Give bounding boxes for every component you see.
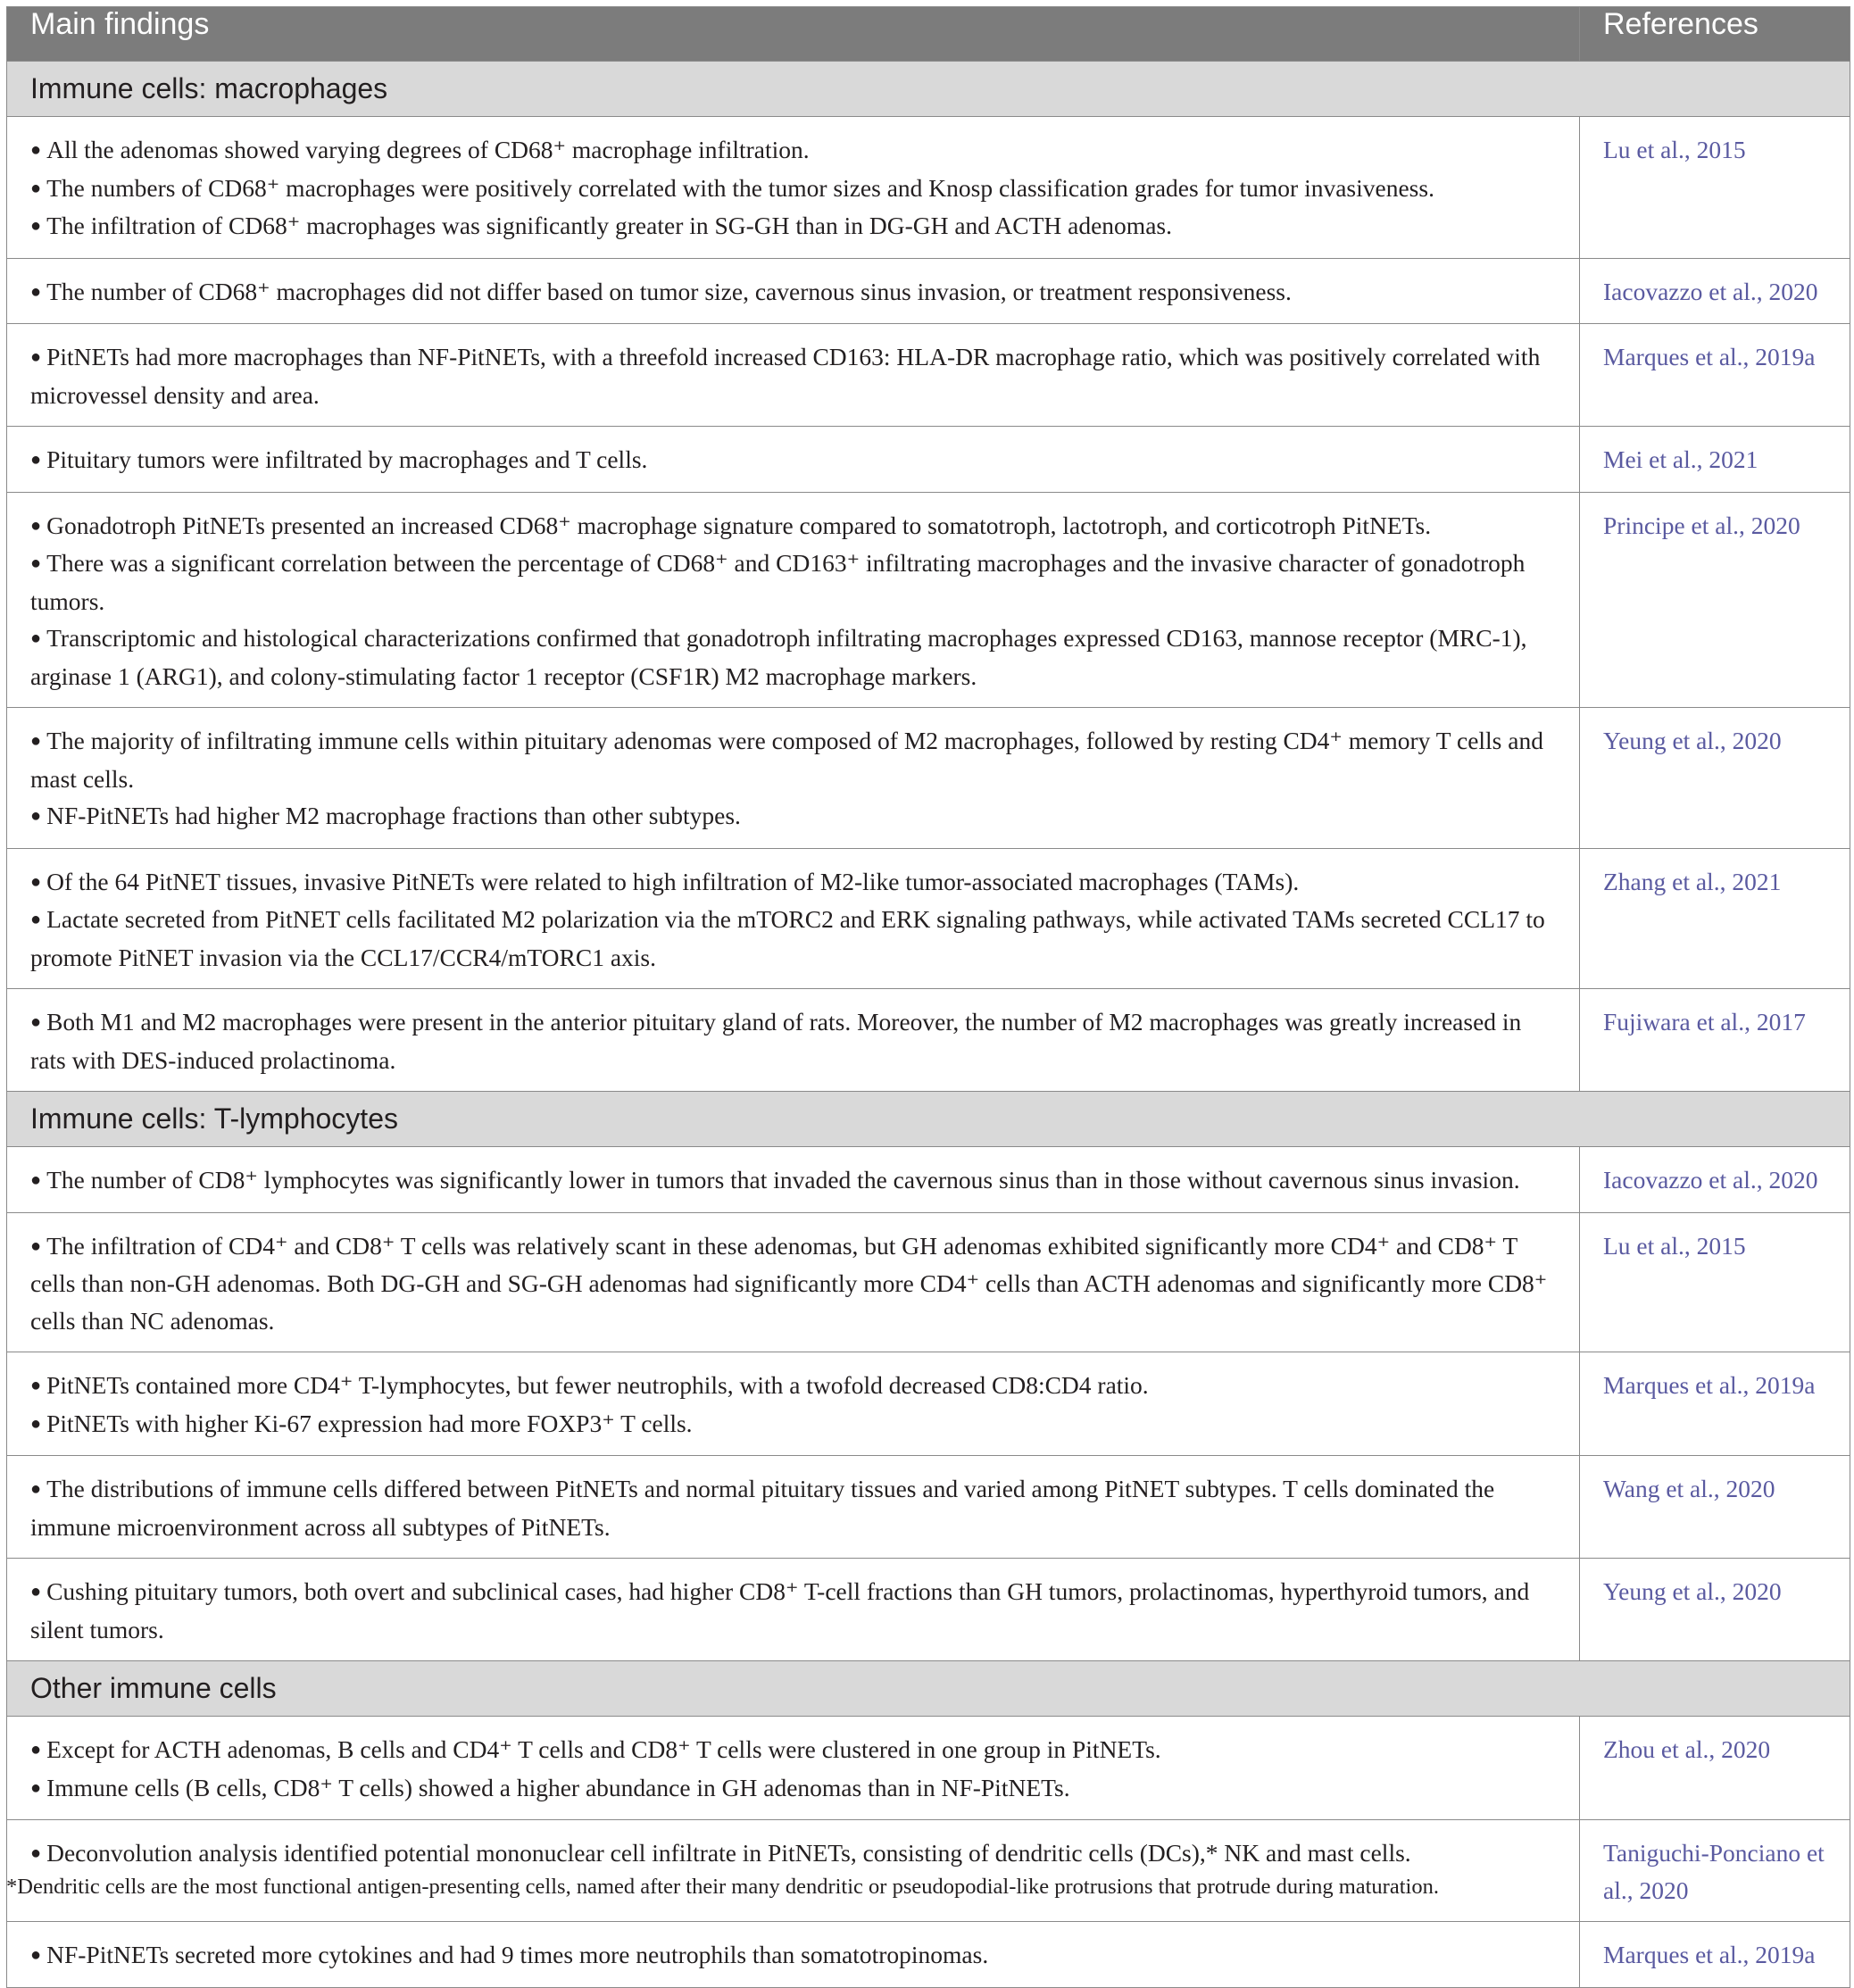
finding-item [30,507,1561,545]
section-title: Other immune cells [7,1661,1850,1717]
table-row [7,1922,1850,1988]
finding-cell [7,1717,1580,1820]
table-row [7,708,1850,849]
finding-item [30,1731,1561,1769]
table-row [7,1456,1850,1559]
finding-item [30,1161,1561,1200]
reference-link[interactable]: Mei et al., 2021 [1580,427,1850,493]
finding-text: Gonadotroph PitNETs presented an increased CD68⁺ macrophage signature compared to somatotroph, lactotroph, and corticotroph PitNETs. [46,511,1432,539]
finding-item [30,170,1561,208]
bullet-icon: ● [30,1843,42,1863]
finding-cell [7,258,1580,324]
finding-text: The infiltration of CD4⁺ and CD8⁺ T cells was relatively scant in these adenomas, but GH adenomas exhibited significantly more CD4⁺ and CD8⁺ T cells than non-GH adenomas. Both DG-GH and SG-GH adenomas had significantly more CD4⁺ cells than ACTH adenomas and significantly more CD8⁺ cells than NC adenomas. [30,1231,1548,1335]
finding-item [30,1003,1561,1078]
reference-link[interactable]: Zhang et al., 2021 [1580,848,1850,989]
finding-item [30,1227,1561,1340]
finding-item [30,131,1561,170]
reference-link[interactable]: Yeung et al., 2020 [1580,1559,1850,1661]
finding-cell [7,1212,1580,1352]
finding-text: Immune cells (B cells, CD8⁺ T cells) showed a higher abundance in GH adenomas than in NF-PitNETs. [46,1773,1070,1801]
bullet-icon: ● [30,628,42,648]
table-row [7,258,1850,324]
finding-cell [7,427,1580,493]
finding-text: Except for ACTH adenomas, B cells and CD4⁺ T cells and CD8⁺ T cells were clustered in one group in PitNETs. [46,1735,1161,1763]
table-row [7,1717,1850,1820]
finding-item [30,207,1561,245]
section-title: Immune cells: T-lymphocytes [7,1092,1850,1147]
bullet-icon: ● [30,871,42,892]
finding-text: The number of CD8⁺ lymphocytes was significantly lower in tumors that invaded the cavernous sinus than in those without cavernous sinus invasion. [46,1166,1520,1194]
bullet-icon: ● [30,1945,42,1965]
finding-text: Cushing pituitary tumors, both overt and subclinical cases, had higher CD8⁺ T-cell fractions than GH tumors, prolactinomas, hyperthyroid tumors, and silent tumors. [30,1577,1530,1643]
bullet-icon: ● [30,553,42,573]
bullet-icon: ● [30,178,42,198]
bullet-icon: ● [30,1012,42,1032]
bullet-icon: ● [30,450,42,470]
table-row [7,492,1850,708]
bullet-icon: ● [30,731,42,751]
finding-item [30,338,1561,413]
finding-item [30,545,1561,620]
reference-link[interactable]: Wang et al., 2020 [1580,1456,1850,1559]
bullet-icon: ● [30,910,42,929]
header-main-findings: Main findings [7,7,1580,62]
bullet-icon: ● [30,515,42,536]
reference-link[interactable]: Fujiwara et al., 2017 [1580,989,1850,1092]
finding-text: PitNETs had more macrophages than NF-PitNETs, with a threefold increased CD163: HLA-DR macrophage ratio, which was positively correlated with microvessel density and area. [30,343,1541,409]
table-row [7,1352,1850,1456]
finding-text: Lactate secreted from PitNET cells facilitated M2 polarization via the mTORC2 and ERK signaling pathways, while activated TAMs secreted CCL17 to promote PitNET invasion via the CCL17/CCR4/mTORC1 axis. [30,905,1545,971]
finding-text: The infiltration of CD68⁺ macrophages was significantly greater in SG-GH than in DG-GH and ACTH adenomas. [46,212,1172,239]
bullet-icon: ● [30,1235,42,1256]
table-row [7,848,1850,989]
bullet-icon: ● [30,1582,42,1601]
finding-cell [7,1922,1580,1988]
finding-text: PitNETs with higher Ki-67 expression had more FOXP3⁺ T cells. [46,1409,693,1437]
bullet-icon: ● [30,1479,42,1499]
table-row [7,1559,1850,1661]
finding-text: Both M1 and M2 macrophages were present in the anterior pituitary gland of rats. Moreover, the number of M2 macrophages was greatly increased in rats with DES-induced prolactinoma. [30,1008,1522,1074]
finding-item [30,273,1561,312]
finding-cell [7,1820,1580,1922]
finding-text: The number of CD68⁺ macrophages did not differ based on tumor size, cavernous sinus invasion, or treatment responsiveness. [46,277,1292,305]
finding-cell [7,117,1580,259]
reference-link[interactable]: Zhou et al., 2020 [1580,1717,1850,1820]
bullet-icon: ● [30,806,42,826]
findings-table [6,6,1850,1988]
finding-cell [7,708,1580,849]
finding-text: Deconvolution analysis identified potential mononuclear cell infiltrate in PitNETs, consisting of dendritic cells (DCs),* NK and mast cells. [46,1839,1411,1867]
bullet-icon: ● [30,1413,42,1434]
section-row [7,62,1850,117]
reference-link[interactable]: Marques et al., 2019a [1580,324,1850,427]
table-row [7,117,1850,259]
reference-link[interactable]: Marques et al., 2019a [1580,1352,1850,1456]
finding-text: The majority of infiltrating immune cells within pituitary adenomas were composed of M2 macrophages, followed by resting CD4⁺ memory T cells and mast cells. [30,727,1543,793]
finding-item [30,722,1561,797]
table-row [7,989,1850,1092]
reference-link[interactable]: Lu et al., 2015 [1580,117,1850,259]
finding-item [30,1834,1561,1873]
finding-text: All the adenomas showed varying degrees of CD68⁺ macrophage infiltration. [46,136,810,163]
finding-cell [7,1147,1580,1213]
finding-item [30,901,1561,976]
finding-cell [7,492,1580,708]
finding-item [30,797,1561,836]
reference-link[interactable]: Principe et al., 2020 [1580,492,1850,708]
finding-cell [7,1456,1580,1559]
finding-text: There was a significant correlation between the percentage of CD68⁺ and CD163⁺ infiltrating macrophages and the invasive character of gonadotroph tumors. [30,549,1526,615]
bullet-icon: ● [30,281,42,302]
bullet-icon: ● [30,1376,42,1395]
reference-link[interactable]: Iacovazzo et al., 2020 [1580,258,1850,324]
table-row [7,1820,1850,1922]
finding-text: The numbers of CD68⁺ macrophages were positively correlated with the tumor sizes and Knosp classification grades for tumor invasiveness. [46,173,1434,202]
finding-item [30,1470,1561,1545]
table-row [7,1147,1850,1213]
reference-link[interactable]: Taniguchi-Ponciano et al., 2020 [1580,1820,1850,1922]
finding-item [30,1405,1561,1443]
finding-cell [7,848,1580,989]
finding-text: NF-PitNETs secreted more cytokines and had 9 times more neutrophils than somatotropinomas. [46,1941,989,1968]
finding-text: NF-PitNETs had higher M2 macrophage fractions than other subtypes. [46,802,741,829]
section-title: Immune cells: macrophages [7,62,1850,117]
finding-text: Pituitary tumors were infiltrated by macrophages and T cells. [46,445,648,473]
finding-text: The distributions of immune cells differed between PitNETs and normal pituitary tissues and varied among PitNET subtypes. T cells dominated the immune microenvironment across all subtypes of PitNETs. [30,1475,1495,1541]
header-references: References [1580,7,1850,62]
finding-text: PitNETs contained more CD4⁺ T-lymphocytes, but fewer neutrophils, with a twofold decreased CD8:CD4 ratio. [46,1371,1149,1399]
finding-item [30,1769,1561,1808]
section-row [7,1092,1850,1147]
finding-item [30,1936,1561,1975]
table-header-row [7,7,1850,62]
finding-cell [7,989,1580,1092]
bullet-icon: ● [30,347,42,367]
table-footnote: *Dendritic cells are the most functional antigen-presenting cells, named after their many dendritic or pseudopodial-like protrusions that protrude during maturation. [6,1875,1439,1899]
bullet-icon: ● [30,140,42,160]
finding-cell [7,1352,1580,1456]
reference-link[interactable]: Yeung et al., 2020 [1580,708,1850,849]
section-row [7,1661,1850,1717]
finding-item [30,1573,1561,1648]
table-row [7,427,1850,493]
finding-item [30,1367,1561,1405]
bullet-icon: ● [30,1170,42,1190]
bullet-icon: ● [30,216,42,236]
finding-item [30,620,1561,695]
reference-link[interactable]: Iacovazzo et al., 2020 [1580,1147,1850,1213]
bullet-icon: ● [30,1777,42,1798]
finding-text: Of the 64 PitNET tissues, invasive PitNETs were related to high infiltration of M2-like tumor-associated macrophages (TAMs). [46,867,1300,895]
finding-item [30,441,1561,479]
bullet-icon: ● [30,1740,42,1759]
finding-item [30,863,1561,902]
finding-text: Transcriptomic and histological characterizations confirmed that gonadotroph infiltrating macrophages expressed CD163, mannose receptor (MRC-1), arginase 1 (ARG1), and colony-stimulating factor 1 receptor (CSF1R) M2 macrophage markers. [30,624,1527,690]
table-row [7,324,1850,427]
table-row [7,1212,1850,1352]
reference-link[interactable]: Marques et al., 2019a [1580,1922,1850,1988]
reference-link[interactable]: Lu et al., 2015 [1580,1212,1850,1352]
finding-cell [7,1559,1580,1661]
table-body [7,62,1850,1988]
finding-cell [7,324,1580,427]
